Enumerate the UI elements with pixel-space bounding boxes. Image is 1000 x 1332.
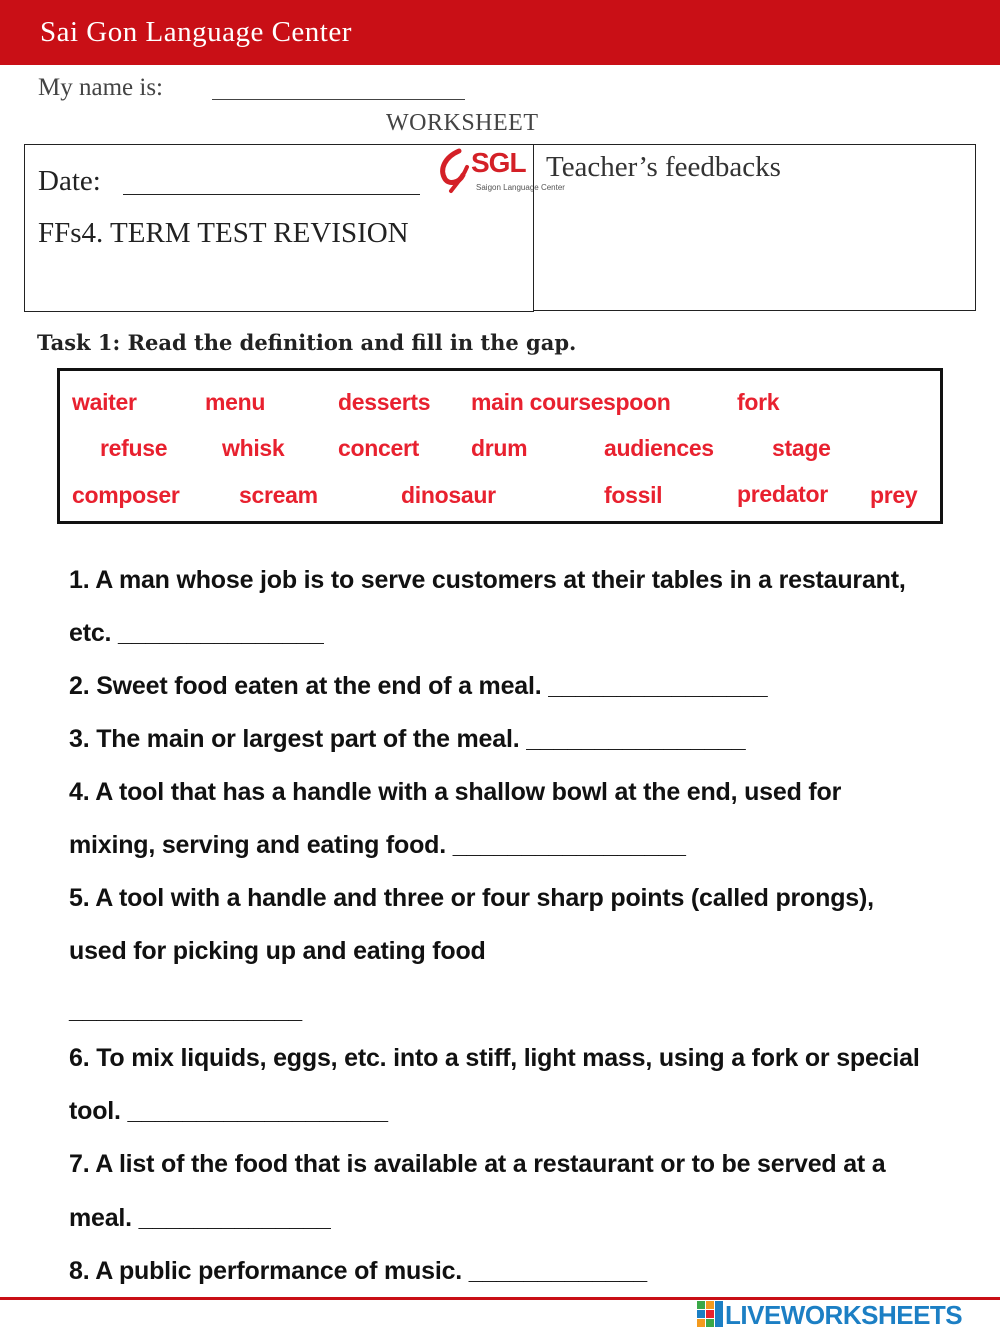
word-bank-item: menu xyxy=(205,389,266,415)
word-bank-item: concert xyxy=(338,435,419,461)
test-title: FFs4. TERM TEST REVISION xyxy=(38,217,409,249)
word-bank-item: predator xyxy=(737,481,828,507)
word-bank-item: stage xyxy=(772,435,831,461)
center-name: Sai Gon Language Center xyxy=(40,16,352,48)
question-line[interactable]: _________________ xyxy=(69,996,302,1024)
word-bank-item: refuse xyxy=(100,435,168,461)
date-label: Date: xyxy=(38,165,101,197)
word-bank-item: main course xyxy=(471,389,604,415)
feedback-label: Teacher’s feedbacks xyxy=(546,151,781,183)
question-line[interactable]: 3. The main or largest part of the meal. ________________ xyxy=(69,725,746,753)
word-bank-item: dinosaur xyxy=(401,482,496,508)
question-line[interactable]: 8. A public performance of music. _____________ xyxy=(69,1257,647,1285)
word-bank-item: fossil xyxy=(604,482,663,508)
worksheet-title: WORKSHEET xyxy=(386,110,539,136)
word-bank-item: waiter xyxy=(72,389,137,415)
word-bank-item: audiences xyxy=(604,435,714,461)
question-line: 6. To mix liquids, eggs, etc. into a stiff, light mass, using a fork or special xyxy=(69,1044,920,1072)
question-line[interactable]: tool. ___________________ xyxy=(69,1097,388,1125)
question-line[interactable]: mixing, serving and eating food. _________________ xyxy=(69,831,686,859)
sgl-swirl-icon xyxy=(437,147,471,193)
question-line[interactable]: meal. ______________ xyxy=(69,1204,331,1232)
word-bank-item: prey xyxy=(870,482,918,508)
sgl-logo-text: SGL xyxy=(471,147,526,178)
liveworksheets-logo[interactable] xyxy=(697,1299,997,1329)
word-bank-item: fork xyxy=(737,389,780,415)
word-bank-item: drum xyxy=(471,435,528,461)
question-line: 7. A list of the food that is available at a restaurant or to be served at a xyxy=(69,1150,886,1178)
question-line[interactable]: etc. _______________ xyxy=(69,619,324,647)
sgl-logo xyxy=(437,147,565,197)
info-box xyxy=(24,144,565,312)
question-line: 4. A tool that has a handle with a shallow bowl at the end, used for xyxy=(69,778,842,806)
word-bank-item: desserts xyxy=(338,389,431,415)
word-bank xyxy=(57,368,943,524)
header-banner xyxy=(0,0,1000,65)
word-bank-item: spoon xyxy=(603,389,671,415)
liveworksheets-brand: LIVEWORKSHEETS xyxy=(725,1300,963,1330)
question-line: used for picking up and eating food xyxy=(69,937,486,965)
word-bank-item: composer xyxy=(72,482,180,508)
feedback-box xyxy=(533,144,976,311)
word-bank-item: whisk xyxy=(222,435,285,461)
question-line[interactable]: 2. Sweet food eaten at the end of a meal. ________________ xyxy=(69,672,768,700)
question-line: 5. A tool with a handle and three or four sharp points (called prongs), xyxy=(69,884,874,912)
name-label: My name is: xyxy=(38,74,163,101)
question-line: 1. A man whose job is to serve customers at their tables in a restaurant, xyxy=(69,566,906,594)
task1-heading: Task 1: Read the definition and fill in the gap. xyxy=(37,330,577,355)
sgl-logo-subtext: Saigon Language Center xyxy=(476,183,565,192)
date-blank[interactable] xyxy=(123,194,420,195)
liveworksheets-icon xyxy=(697,1301,723,1327)
name-blank[interactable] xyxy=(212,99,465,100)
word-bank-item: scream xyxy=(239,482,318,508)
